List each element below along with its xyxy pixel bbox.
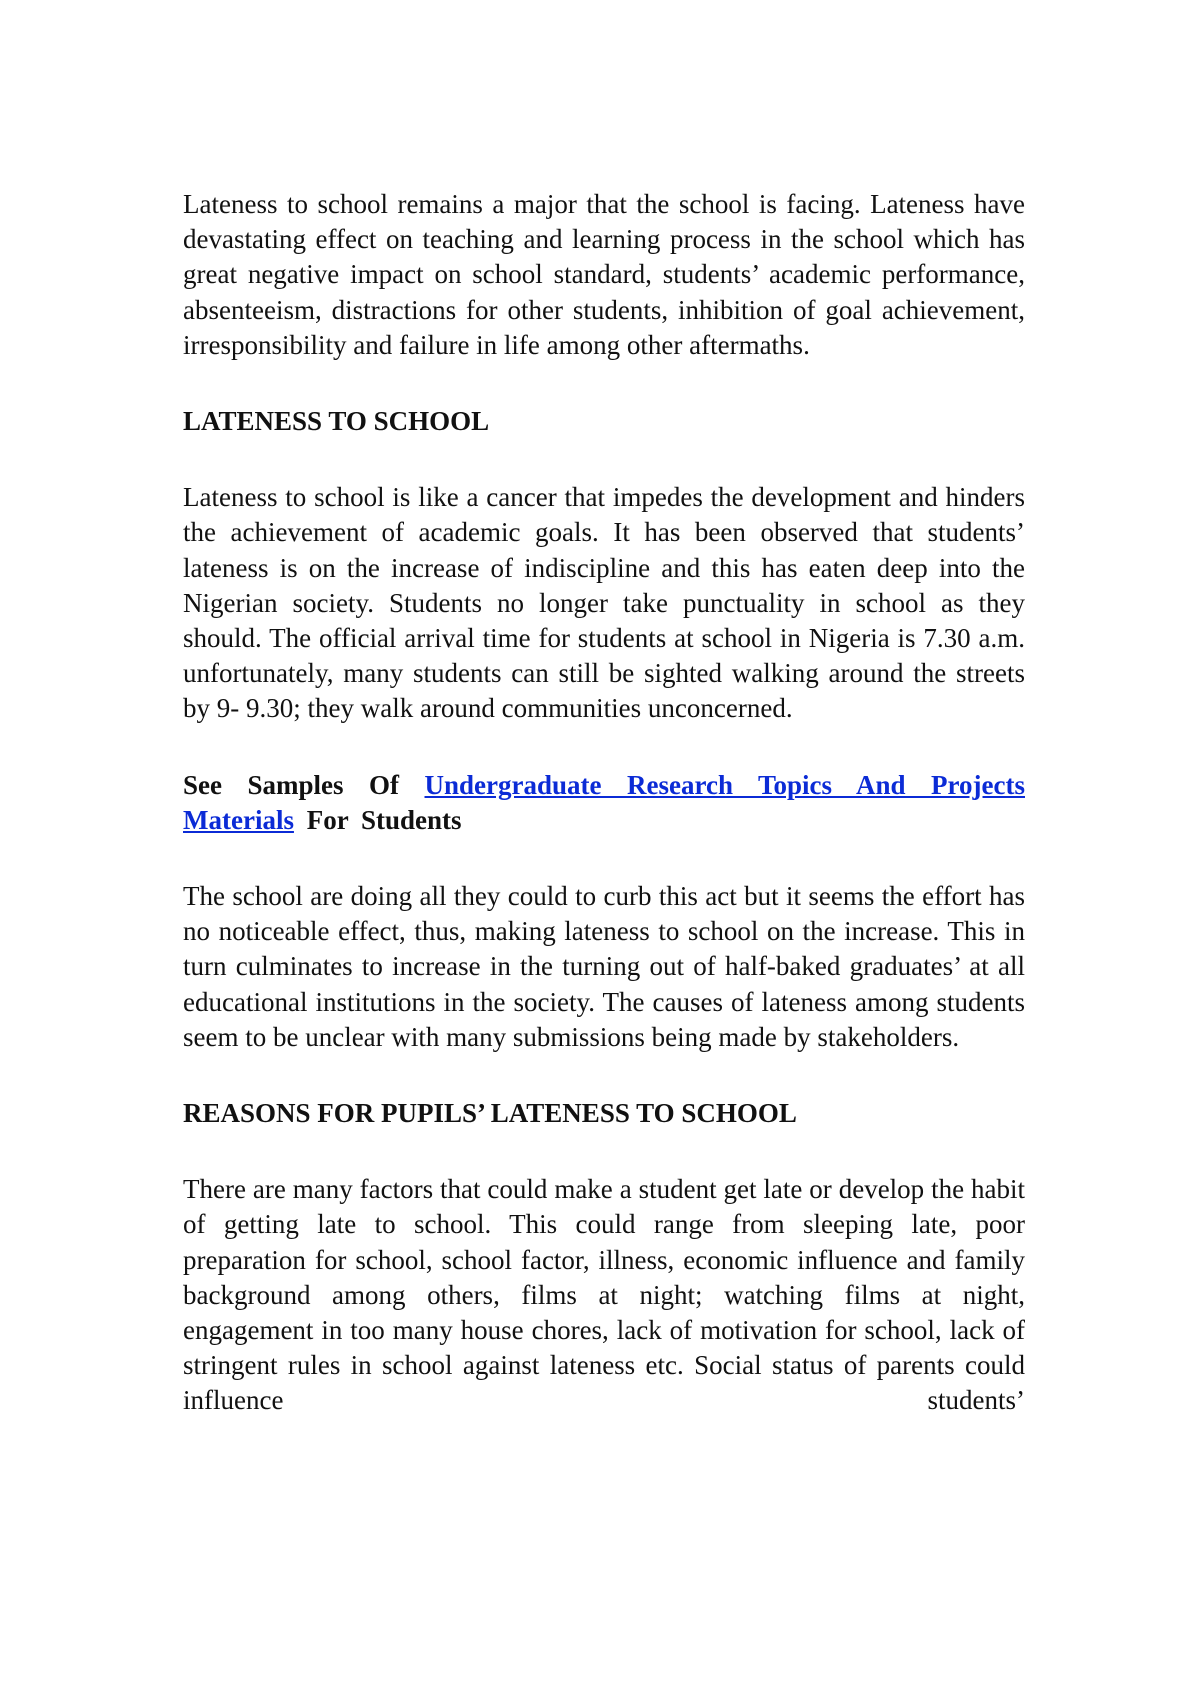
section-heading-lateness: LATENESS TO SCHOOL [183,406,490,437]
samples-line [183,768,1025,838]
samples-prefix: See Samples Of [183,769,399,800]
research-topics-link[interactable]: Undergraduate Research Topics And Projects Materials [183,769,1025,835]
effort-paragraph: The school are doing all they could to curb this act but it seems the effort has no noticeable effect, thus, making lateness to school on the increase. This in turn culminates to increase in the turning out of half-baked graduates’ at all educational institutions in the society. The causes of lateness among students seem to be unclear with many submissions being made by stakeholders. [183,881,1025,1052]
lateness-paragraph: Lateness to school is like a cancer that impedes the development and hinders the achievement of academic goals. It has been observed that students’ lateness is on the increase of indiscipline and this has eaten deep into the Nigerian society. Students no longer take punctuality in school as they should. The official arrival time for students at school in Nigeria is 7.30 a.m. unfortunately, many students can still be sighted walking around the streets by 9- 9.30; they walk around communities unconcerned. [183,482,1025,724]
reasons-paragraph: There are many factors that could make a student get late or develop the habit of getting late to school. This could range from sleeping late, poor preparation for school, school factor, illness, economic influence and family background among others, films at night; watching films at night, engagement in too many house chores, lack of motivation for school, lack of stringent rules in school against lateness etc. Social status of parents could influence students’ [183,1174,1025,1416]
document-body [183,187,1025,1419]
intro-paragraph: Lateness to school remains a major that the school is facing. Lateness have devastating effect on teaching and learning process in the school which has great negative impact on school standard, students’ academic performance, absenteeism, distractions for other students, inhibition of goal achievement, irresponsibility and failure in life among other aftermaths. [183,189,1025,360]
samples-suffix: For Students [306,804,462,835]
section-heading-reasons: REASONS FOR PUPILS’ LATENESS TO SCHOOL [183,1098,797,1129]
